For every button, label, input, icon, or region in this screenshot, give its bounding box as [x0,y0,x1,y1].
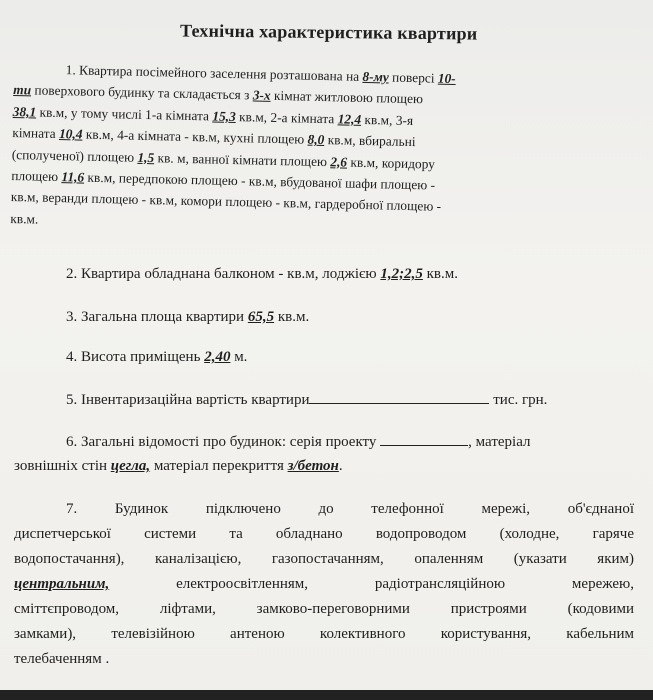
blank-line [380,431,468,446]
p7-line: водопостачання), каналізацією, газопостачанням, опаленням (указати яким) [14,551,634,567]
text: зовнішніх стін [14,458,111,474]
p6-line [14,430,634,454]
text: поверсі [388,69,439,86]
text: кв.м, 3-я [360,111,414,128]
bath-value: 2,6 [330,153,348,170]
text: 1. Квартира посімейного заселення розташована на [65,62,363,84]
paragraph-1 [10,58,629,243]
text: кв.м, 4-а кімната - кв.м, кухні площею [82,126,308,147]
text: 6. Загальні відомості про будинок: серія проекту [66,434,377,450]
paragraph-2 [66,264,653,285]
blank-line [309,389,489,404]
text: кв. м, ванної кімнати площею [154,149,331,169]
text: . [338,458,343,474]
text: кімнат житловою площею [270,88,424,107]
wc-value: 1,5 [137,149,155,165]
text: поверхового будинку та складається з [30,82,253,103]
heating-value: центральним, [14,576,110,592]
loggia-value: 1,2;2,5 [380,266,423,282]
p6-line [14,454,634,478]
p7-line [14,572,634,597]
text: електроосвітленням, радіотрансляційною мережею, [176,576,635,592]
text: 4. Висота приміщень [66,349,205,365]
room3-value: 10,4 [58,126,83,142]
text: кв.м, вбиральні [324,132,416,150]
text: кв.м, у тому числі 1-а кімната [36,104,213,124]
text: кв.м. [422,266,459,282]
living-area-value: 38,1 [12,103,37,120]
text: м. [230,349,248,365]
total-area-value: 65,5 [247,309,275,325]
text: 3. Загальна площа квартири [66,309,248,325]
room2-value: 12,4 [337,111,362,127]
text: кв.м. [274,309,310,325]
room1-value: 15,3 [212,108,236,124]
text: (сполученої) площею [11,146,138,165]
kitchen-value: 8,0 [307,131,325,148]
document-title: Технічна характеристика квартири [179,20,478,44]
height-value: 2,40 [204,349,231,365]
p7-line: телебаченням . [14,651,110,667]
corridor-value: 11,6 [61,169,85,185]
p7-line: диспетчерської системи та обладнано водопроводом (холодне, гаряче [14,526,634,542]
text: 5. Інвентаризаційна вартість квартири [66,392,310,408]
p7-line: замками), телевізійною антеною колективного користування, кабельним [14,626,634,642]
p1-line: кв.м. [10,210,39,227]
p7-line: 7. Будинок підключено до телефонної мережі, об'єднаної [66,501,634,517]
p7-line: сміттєпроводом, ліфтами, замково-переговорними пристроями (кодовими [14,601,634,617]
text: площею [11,168,62,185]
p1-line: кв.м, веранди площею - кв.м, комори площею - кв.м, гардеробної площею - [10,189,442,215]
text: кімната [12,125,60,142]
text: кв.м, коридору [346,154,436,172]
paragraph-6 [14,430,634,478]
floor-value: 8-му [362,68,389,85]
text: матеріал перекриття [150,458,288,474]
text: 2. Квартира обладнана балконом - кв.м, лоджією [66,266,381,282]
paragraph-4 [66,347,653,368]
slab-value: з/бетон [287,458,339,474]
paragraph-5 [66,389,636,411]
text: тис. грн. [489,392,548,408]
paragraph-3 [66,307,653,328]
paragraph-7 [14,497,634,672]
text: , матеріал [468,434,531,450]
text: кв.м, 2-а кімната [235,108,338,127]
text: кв.м, передпокою площею - кв.м, вбудованої шафи площею - [84,169,436,193]
floors-value: 10- [437,70,456,87]
floors-value-cont: ти [13,82,32,98]
rooms-value: 3-х [252,87,271,104]
walls-value: цегла, [110,458,151,474]
